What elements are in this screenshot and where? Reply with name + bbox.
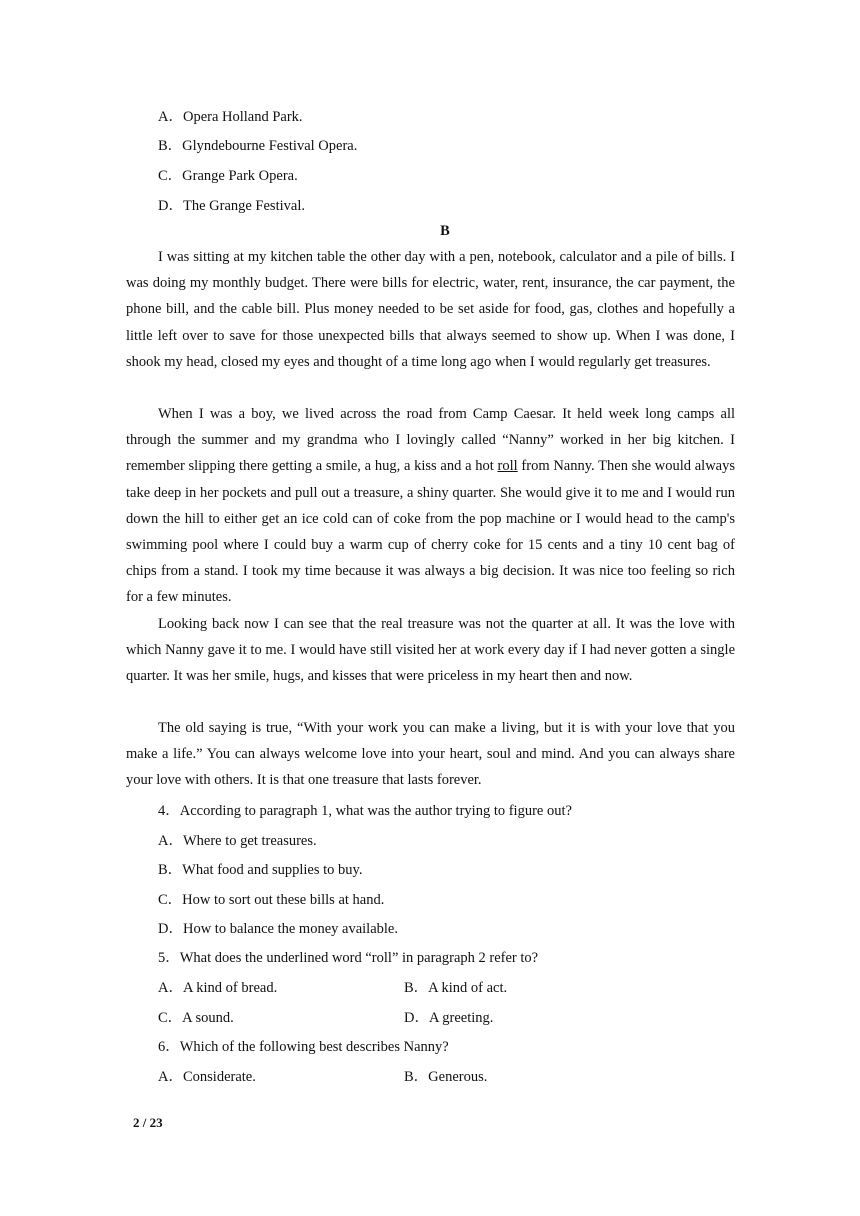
- question-4-option-a: A．Where to get treasures.: [158, 833, 317, 849]
- question-6-option-a: A．Considerate.: [158, 1069, 256, 1085]
- option-d: D．The Grange Festival.: [158, 198, 305, 214]
- option-b: B．Glyndebourne Festival Opera.: [158, 138, 358, 154]
- question-4-stem: 4．According to paragraph 1, what was the author trying to figure out?: [158, 803, 572, 819]
- underlined-word: roll: [497, 458, 518, 475]
- question-6-stem: 6．Which of the following best describes Nanny?: [158, 1039, 449, 1055]
- passage-paragraph-1: I was sitting at my kitchen table the other day with a pen, notebook, calculator and a pile of bills. I was doing my monthly budget. There were bills for electric, water, rent, insurance, the car payment, the phone bill, and the cable bill. Plus money needed to be set aside for food, gas, clothes and hopefully a little left over to save for those unexpected bills that always seemed to show up. When I was done, I shook my head, closed my eyes and thought of a time long ago when I would regularly get treasures.: [126, 249, 735, 370]
- question-4-option-c: C．How to sort out these bills at hand.: [158, 892, 385, 908]
- question-5-option-a: A．A kind of bread.: [158, 980, 278, 996]
- passage-paragraph-4: The old saying is true, “With your work you can make a living, but it is with your love that you make a life.” You can always welcome love into your heart, soul and mind. And you can always share your love with others. It is that one treasure that lasts forever.: [126, 720, 735, 789]
- question-4-option-b: B．What food and supplies to buy.: [158, 862, 363, 878]
- question-4-option-d: D．How to balance the money available.: [158, 921, 398, 937]
- option-c: C．Grange Park Opera.: [158, 168, 298, 184]
- passage-paragraph-2: [126, 401, 735, 611]
- section-heading: B: [440, 223, 450, 239]
- passage-paragraph-3: Looking back now I can see that the real treasure was not the quarter at all. It was the love with which Nanny gave it to me. I would have still visited her at work every day if I had never gotten a single quarter. It was her smile, hugs, and kisses that were priceless in my heart then and now.: [126, 616, 735, 685]
- option-a: A．Opera Holland Park.: [158, 109, 303, 125]
- question-6-option-b: B．Generous.: [404, 1069, 488, 1085]
- paragraph-2-text-before: When I was a boy, we lived across the road from Camp Caesar. It held week long camps all through the summer and my grandma who I lovingly called “Nanny” worked in her big kitchen. I remember slipping there getting a smile, a hug, a kiss and a hot: [126, 406, 735, 475]
- question-5-option-d: D．A greeting.: [404, 1010, 494, 1026]
- question-5-option-c: C．A sound.: [158, 1010, 234, 1026]
- question-5-stem: 5．What does the underlined word “roll” in paragraph 2 refer to?: [158, 950, 539, 966]
- question-5-option-b: B．A kind of act.: [404, 980, 508, 996]
- paragraph-2-text-after: from Nanny. Then she would always take deep in her pockets and pull out a treasure, a shiny quarter. She would give it to me and I would run down the hill to either get an ice cold can of coke from the pop machine or I would head to the camp's swimming pool where I could buy a warm cup of cherry coke for 15 cents and a tiny 10 cent bag of chips from a stand. I took my time because it was always a big decision. It was nice too feeling so rich for a few minutes.: [126, 458, 735, 606]
- page-number: 2 / 23: [133, 1115, 163, 1130]
